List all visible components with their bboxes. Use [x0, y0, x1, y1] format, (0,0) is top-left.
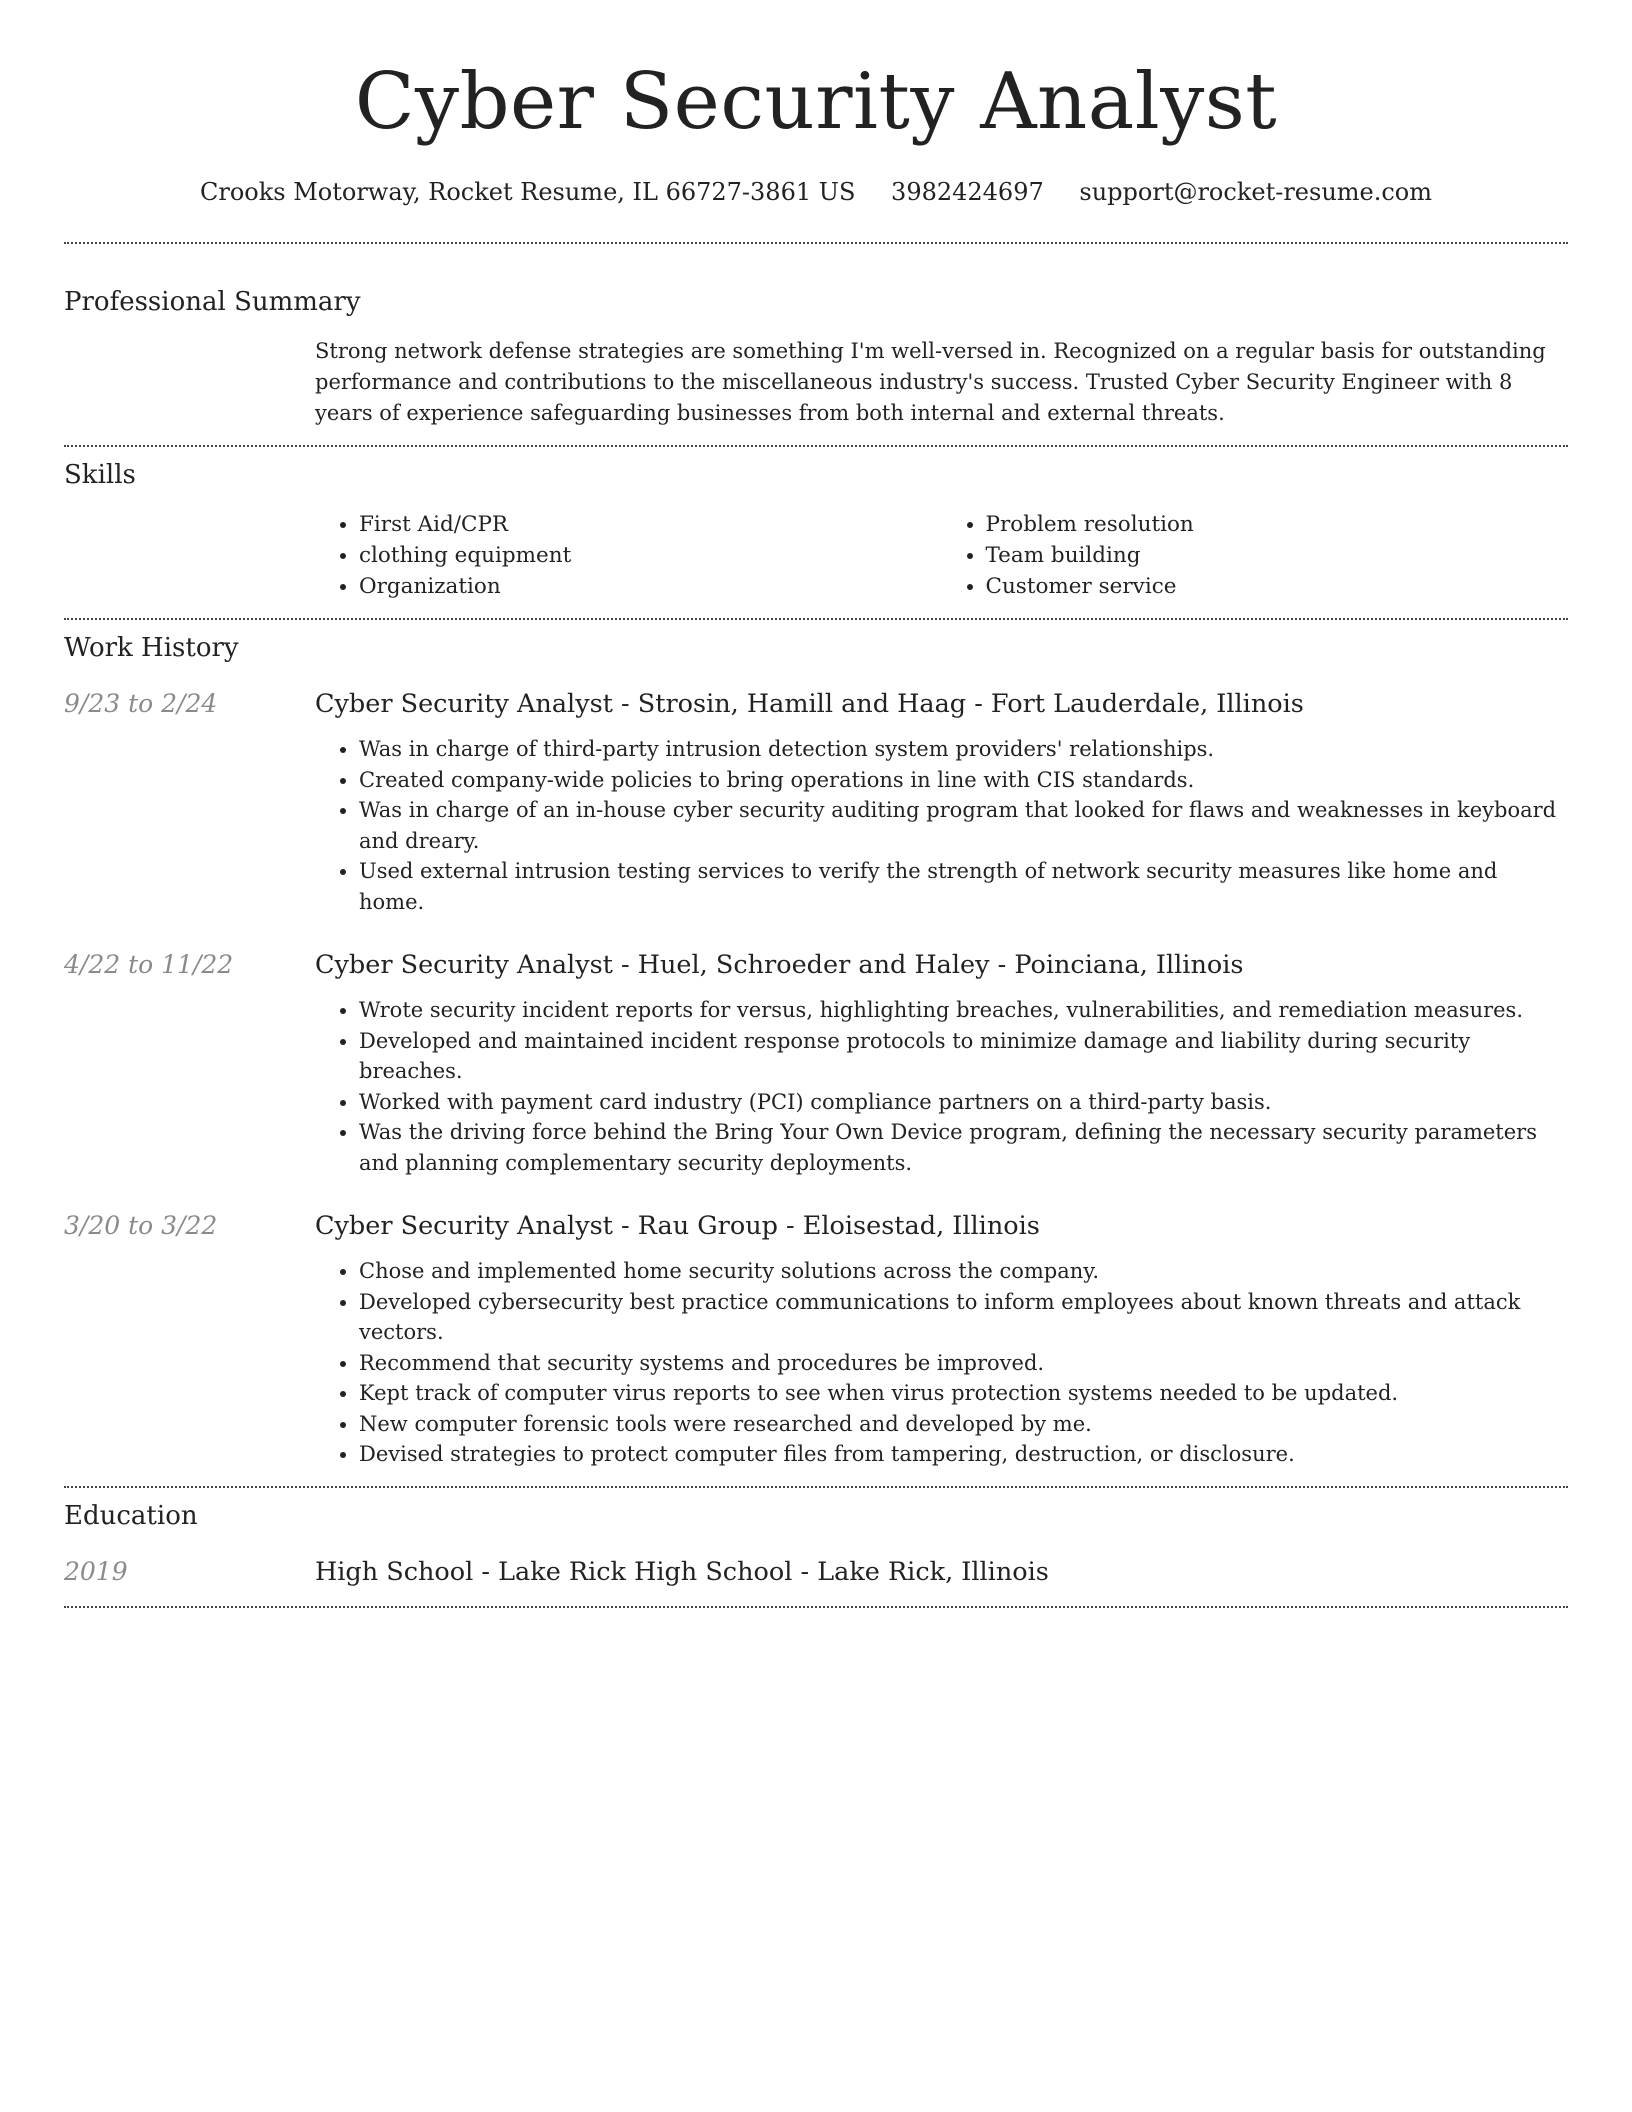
divider: [64, 1606, 1568, 1608]
job-entry: [64, 947, 1568, 1178]
education-heading: Education: [64, 1500, 198, 1531]
work-heading: Work History: [64, 633, 239, 663]
job-bullet: • Created company-wide policies to bring operations in line with CIS standards.: [359, 765, 1568, 796]
skill-item: • Problem resolution: [986, 509, 1569, 540]
job-bullet: • Wrote security incident reports for versus, highlighting breaches, vulnerabilities, and remediation measures.: [359, 995, 1568, 1026]
job-bullet: • Developed and maintained incident response protocols to minimize damage and liability during security breaches.: [359, 1026, 1568, 1087]
job-date: 9/23 to 2/24: [64, 689, 218, 718]
job-bullet: • Devised strategies to protect computer files from tampering, destruction, or disclosure.: [359, 1439, 1568, 1470]
contact-address: Crooks Motorway, Rocket Resume, IL 66727-3861 US: [199, 178, 856, 206]
job-bullet: • Chose and implemented home security solutions across the company.: [359, 1256, 1568, 1287]
contact-email: support@rocket-resume.com: [1079, 178, 1433, 206]
skill-item: • Customer service: [986, 571, 1569, 602]
job-date: 4/22 to 11/22: [64, 950, 234, 979]
summary-heading: Professional Summary: [64, 287, 361, 317]
skills-list-right: [942, 509, 1569, 602]
skills-section: [64, 447, 1568, 618]
skills-heading: Skills: [64, 460, 136, 490]
job-bullet: • Worked with payment card industry (PCI) compliance partners on a third-party basis.: [359, 1087, 1568, 1118]
job-bullet: • New computer forensic tools were researched and developed by me.: [359, 1409, 1568, 1440]
job-entry: [64, 1208, 1568, 1470]
skill-item: • Organization: [359, 571, 942, 602]
education-date: 2019: [64, 1556, 128, 1586]
job-bullets: [315, 734, 1568, 917]
education-section: [64, 1488, 1568, 1606]
summary-section: [64, 244, 1568, 445]
job-title: Cyber Security Analyst - Rau Group - Eloisestad, Illinois: [315, 1211, 1040, 1241]
education-entry: High School - Lake Rick High School - Lake Rick, Illinois: [315, 1556, 1049, 1587]
skills-list-left: [315, 509, 942, 602]
summary-text: Strong network defense strategies are something I'm well-versed in. Recognized on a regular basis for outstanding performance and contributions to the miscellaneous industry's success. Trusted Cyber Security Engineer with 8 years of experience safeguarding businesses from both internal and external threats.: [315, 339, 1546, 425]
resume-name: Cyber Security Analyst: [354, 57, 1278, 147]
job-title: Cyber Security Analyst - Strosin, Hamill and Haag - Fort Lauderdale, Illinois: [315, 689, 1304, 719]
contact-phone: 3982424697: [891, 178, 1044, 206]
skill-item: • clothing equipment: [359, 540, 942, 571]
job-bullet: • Was in charge of an in-house cyber security auditing program that looked for flaws and weaknesses in keyboard and dreary.: [359, 795, 1568, 856]
job-bullet: • Was in charge of third-party intrusion detection system providers' relationships.: [359, 734, 1568, 765]
job-bullet: • Used external intrusion testing services to verify the strength of network security measures like home and home.: [359, 856, 1568, 917]
job-bullets: [315, 1256, 1568, 1470]
job-date: 3/20 to 3/22: [64, 1211, 218, 1240]
contact-line: [64, 174, 1568, 210]
work-section: [64, 620, 1568, 1486]
job-bullet: • Recommend that security systems and procedures be improved.: [359, 1348, 1568, 1379]
job-bullet: • Was the driving force behind the Bring Your Own Device program, defining the necessary security parameters and planning complementary security deployments.: [359, 1117, 1568, 1178]
job-bullets: [315, 995, 1568, 1178]
job-bullet: • Kept track of computer virus reports to see when virus protection systems needed to be updated.: [359, 1378, 1568, 1409]
job-title: Cyber Security Analyst - Huel, Schroeder and Haley - Poinciana, Illinois: [315, 950, 1244, 980]
skill-item: • Team building: [986, 540, 1569, 571]
job-bullet: • Developed cybersecurity best practice communications to inform employees about known threats and attack vectors.: [359, 1287, 1568, 1348]
job-entry: [64, 686, 1568, 917]
skill-item: • First Aid/CPR: [359, 509, 942, 540]
